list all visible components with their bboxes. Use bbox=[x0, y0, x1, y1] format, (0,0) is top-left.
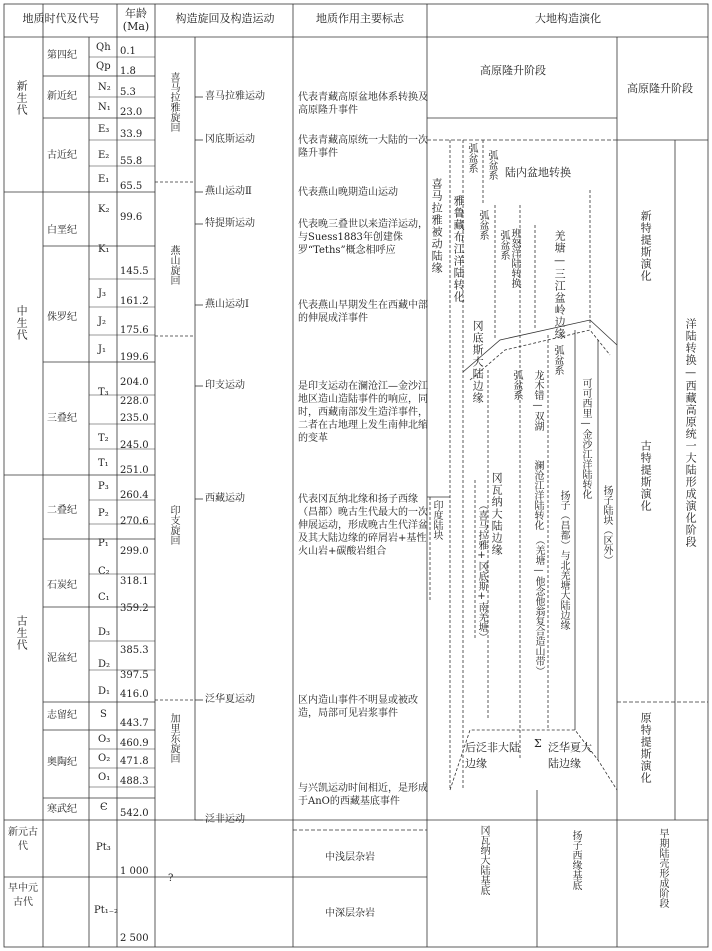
evo-sigma: Σ bbox=[534, 737, 542, 750]
header-cycle: 构造旋回及构造运动 bbox=[175, 12, 275, 25]
age-value: 55.8 bbox=[120, 156, 143, 167]
header-time: 地质时代及代号 bbox=[22, 12, 100, 25]
epoch-code: E₂ bbox=[98, 150, 110, 161]
age-value: 542.0 bbox=[120, 808, 149, 819]
age-value: 33.9 bbox=[120, 129, 143, 140]
evo-paleo-tethys: 古特提斯演化 bbox=[639, 440, 653, 512]
period-label: 泥盆纪 bbox=[47, 653, 77, 664]
movement-label: 燕山运动Ⅰ bbox=[205, 299, 249, 310]
evo-ocean-land: 洋陆转换—西藏高原统一大陆形成演化阶段 bbox=[684, 318, 698, 548]
age-value: 5.3 bbox=[120, 87, 136, 98]
movement-label: 西藏运动 bbox=[205, 493, 245, 504]
epoch-code: O₂ bbox=[98, 753, 111, 764]
age-value: 228.0 bbox=[120, 396, 149, 407]
age-value: 460.9 bbox=[120, 738, 149, 749]
evo-india-block: 印度陆块 bbox=[431, 500, 442, 540]
evo-proto-tethys: 原特提斯演化 bbox=[639, 712, 653, 784]
period-label: 三叠纪 bbox=[47, 413, 77, 424]
evo-arc: 弧盆系 bbox=[477, 210, 488, 240]
period-label: 第四纪 bbox=[47, 50, 77, 61]
period-label: 白垩纪 bbox=[47, 225, 77, 236]
age-value: 359.2 bbox=[120, 603, 149, 614]
age-value: 199.6 bbox=[120, 352, 149, 363]
epoch-code: Qh bbox=[96, 42, 111, 53]
evo-basin-conversion: 陆内盆地转换 bbox=[505, 166, 571, 179]
age-value: 416.0 bbox=[120, 689, 149, 700]
evo-neo-tethys: 新特提斯演化 bbox=[639, 210, 653, 282]
sign-text: 代表晚三叠世以来造洋运动，与Suess1883年创建侏罗“Teths”概念相呼应 bbox=[298, 219, 428, 256]
cycle-label: 燕山旋回 bbox=[168, 245, 179, 285]
age-value: 488.3 bbox=[120, 776, 149, 787]
movement-label: 喜马拉雅运动 bbox=[205, 91, 265, 102]
evo-arc: 弧盆系 bbox=[486, 150, 497, 180]
epoch-code: N₁ bbox=[98, 102, 111, 113]
evo-arc: 弧盆系 bbox=[552, 345, 563, 375]
epoch-code: D₃ bbox=[98, 627, 111, 638]
epoch-code: P₁ bbox=[98, 538, 109, 549]
header-evolution: 大地构造演化 bbox=[535, 12, 601, 25]
evo-plateau-uplift: 高原隆升阶段 bbox=[480, 64, 546, 77]
movement-label: 泛非运动 bbox=[205, 814, 245, 825]
evo-yarlung: 雅鲁藏布江洋陆转化 bbox=[452, 195, 466, 303]
epoch-code: P₂ bbox=[98, 508, 109, 519]
epoch-code: Є bbox=[100, 802, 108, 813]
age-value: 397.5 bbox=[120, 670, 149, 681]
epoch-code: Pt₁₋₂ bbox=[94, 905, 119, 916]
period-label: 奥陶纪 bbox=[47, 757, 77, 768]
cycle-label: 喜马拉雅旋回 bbox=[168, 72, 179, 132]
sign-text: 代表燕山早期发生在西藏中部的伸展成洋事件 bbox=[298, 300, 428, 324]
movement-label: 冈底斯运动 bbox=[205, 134, 255, 145]
evo-pan-african: 后泛非大陆边缘 bbox=[465, 741, 520, 770]
age-value: 161.2 bbox=[120, 296, 149, 307]
period-label: 古近纪 bbox=[47, 150, 77, 161]
evo-gondwana-base: 冈瓦纳大陆基底 bbox=[478, 825, 489, 895]
epoch-code: Qp bbox=[96, 61, 111, 72]
evo-yangtze-block: 扬子陆块（区外） bbox=[601, 485, 612, 565]
period-label: 志留纪 bbox=[47, 710, 77, 721]
sign-text: 是印支运动在澜沧江—金沙江地区造山造陆事件的响应，同时，西藏南部发生造洋事件，二者在古地理上发生南伸北缩的变革 bbox=[298, 381, 428, 444]
age-value: 175.6 bbox=[120, 325, 149, 336]
epoch-code: C₂ bbox=[98, 566, 110, 577]
evo-himalaya-passive: 喜马拉雅被动陆缘 bbox=[430, 178, 444, 274]
epoch-code: J₁ bbox=[98, 344, 107, 355]
evo-gangdise-margin: 冈底斯大陆边缘 bbox=[471, 320, 485, 404]
cycle-label: 加里东旋回 bbox=[168, 713, 179, 763]
age-value: 204.0 bbox=[120, 377, 149, 388]
epoch-code: O₃ bbox=[98, 734, 111, 745]
epoch-code: Pt₃ bbox=[96, 842, 111, 853]
epoch-code: J₃ bbox=[98, 288, 107, 299]
epoch-code: K₁ bbox=[98, 244, 110, 255]
age-value: 245.0 bbox=[120, 440, 149, 451]
epoch-code: P₃ bbox=[98, 481, 109, 492]
sign-text: 区内造山事件不明显或被改造，局部可见岩浆事件 bbox=[298, 695, 418, 719]
age-value: 471.8 bbox=[120, 756, 149, 767]
epoch-code: C₁ bbox=[98, 592, 110, 603]
evo-qiangtang-complex: （羌塘—他念他翁复合造山带） bbox=[533, 535, 544, 676]
age-value: 443.7 bbox=[120, 718, 149, 729]
epoch-code: J₂ bbox=[98, 316, 107, 327]
epoch-code: T₁ bbox=[98, 458, 109, 469]
evo-bangong: 班怒洋陆转换 bbox=[509, 228, 520, 288]
evo-hoh-xil: 可可西里—金沙江洋陆转化 bbox=[580, 378, 591, 499]
epoch-code: N₂ bbox=[98, 82, 111, 93]
movement-label: 泛华夏运动 bbox=[205, 694, 255, 705]
age-value: 23.0 bbox=[120, 107, 143, 118]
epoch-code: D₁ bbox=[98, 686, 111, 697]
sign-text: 代表冈瓦纳北缘和扬子西缘（昌都）晚古生代最大的一次伸展运动，形成晚古生代洋盆及其大陆边缘的碎屑岩+基性火山岩+碳酸岩组合 bbox=[298, 494, 428, 557]
age-value: 318.1 bbox=[120, 576, 149, 587]
sign-text: 代表青藏高原统一大陆的一次隆升事件 bbox=[298, 135, 428, 159]
epoch-code: D₂ bbox=[98, 659, 111, 670]
epoch-code: S bbox=[100, 709, 107, 720]
age-value: 145.5 bbox=[120, 266, 149, 277]
age-value: 235.0 bbox=[120, 413, 149, 424]
age-value: 1.8 bbox=[120, 66, 136, 77]
era-label: 新生代 bbox=[15, 80, 29, 116]
evo-plateau-uplift-right: 高原隆升阶段 bbox=[627, 82, 693, 95]
age-value: 260.4 bbox=[120, 490, 149, 501]
evo-himalaya-gangdise: （喜马拉雅+冈底斯+南羌塘） bbox=[476, 500, 487, 642]
epoch-code: O₁ bbox=[98, 772, 111, 783]
period-label: 新近纪 bbox=[47, 91, 77, 102]
movement-label: 特提斯运动 bbox=[205, 218, 255, 229]
age-value: 1 000 bbox=[120, 866, 149, 877]
evo-yangtze-base: 扬子西缘基底 bbox=[570, 830, 581, 890]
evo-longmucuo: 龙木错—双湖 bbox=[532, 370, 543, 431]
header-sign: 地质作用主要标志 bbox=[316, 12, 404, 25]
age-value: 99.6 bbox=[120, 212, 143, 223]
epoch-code: K₂ bbox=[98, 204, 110, 215]
period-label: 侏罗纪 bbox=[47, 312, 77, 323]
age-value: 385.3 bbox=[120, 645, 149, 656]
period-label: 二叠纪 bbox=[47, 505, 77, 516]
epoch-code: E₁ bbox=[98, 174, 110, 185]
cycle-label: ? bbox=[168, 873, 174, 884]
cycle-label: 印支旋回 bbox=[168, 505, 179, 545]
evo-qiangtang-margin: 羌塘—三江盆岭边缘 bbox=[553, 230, 567, 340]
era-label: 古生代 bbox=[15, 615, 29, 651]
movement-label: 印支运动 bbox=[205, 380, 245, 391]
evo-arc: 弧盆系 bbox=[466, 143, 477, 173]
movement-label: 燕山运动Ⅱ bbox=[205, 186, 252, 197]
evo-early-crust: 早期陆壳形成阶段 bbox=[657, 828, 668, 908]
sign-text: 中深层杂岩 bbox=[325, 908, 375, 919]
evo-gondwana-margin: 冈瓦纳大陆边缘 bbox=[490, 472, 504, 556]
header-age: 年龄 (Ma) bbox=[122, 7, 150, 33]
age-value: 65.5 bbox=[120, 181, 143, 192]
epoch-code: E₃ bbox=[98, 124, 110, 135]
epoch-code: T₃ bbox=[98, 387, 109, 398]
evo-arc: 弧盆系 bbox=[498, 230, 509, 260]
sign-text: 与兴凯运动时间相近，是形成于AnO的西藏基底事件 bbox=[298, 783, 428, 807]
period-label: 寒武纪 bbox=[47, 804, 77, 815]
age-value: 2 500 bbox=[120, 933, 149, 944]
age-value: 270.6 bbox=[120, 516, 149, 527]
evo-arc: 弧盆系 bbox=[511, 370, 522, 400]
era-label: 中生代 bbox=[15, 305, 29, 341]
period-label: 石炭纪 bbox=[47, 580, 77, 591]
evo-lancang: 澜沧江洋陆转化 bbox=[532, 460, 543, 530]
sign-text: 代表燕山晚期造山运动 bbox=[298, 187, 398, 198]
age-value: 0.1 bbox=[120, 46, 136, 57]
epoch-code: T₂ bbox=[98, 433, 109, 444]
age-value: 251.0 bbox=[120, 465, 149, 476]
sign-text: 中浅层杂岩 bbox=[325, 852, 375, 863]
sign-text: 代表青藏高原盆地体系转换及高原隆升事件 bbox=[298, 92, 428, 116]
era-label: 早中元古代 bbox=[8, 883, 38, 908]
age-value: 299.0 bbox=[120, 546, 149, 557]
evo-pan-huaxia: 泛华夏大陆边缘 bbox=[548, 741, 592, 770]
evo-yangtze-changdu: 扬子（昌都）与北羌塘大陆边缘 bbox=[558, 490, 569, 630]
era-label: 新元古代 bbox=[8, 827, 38, 852]
